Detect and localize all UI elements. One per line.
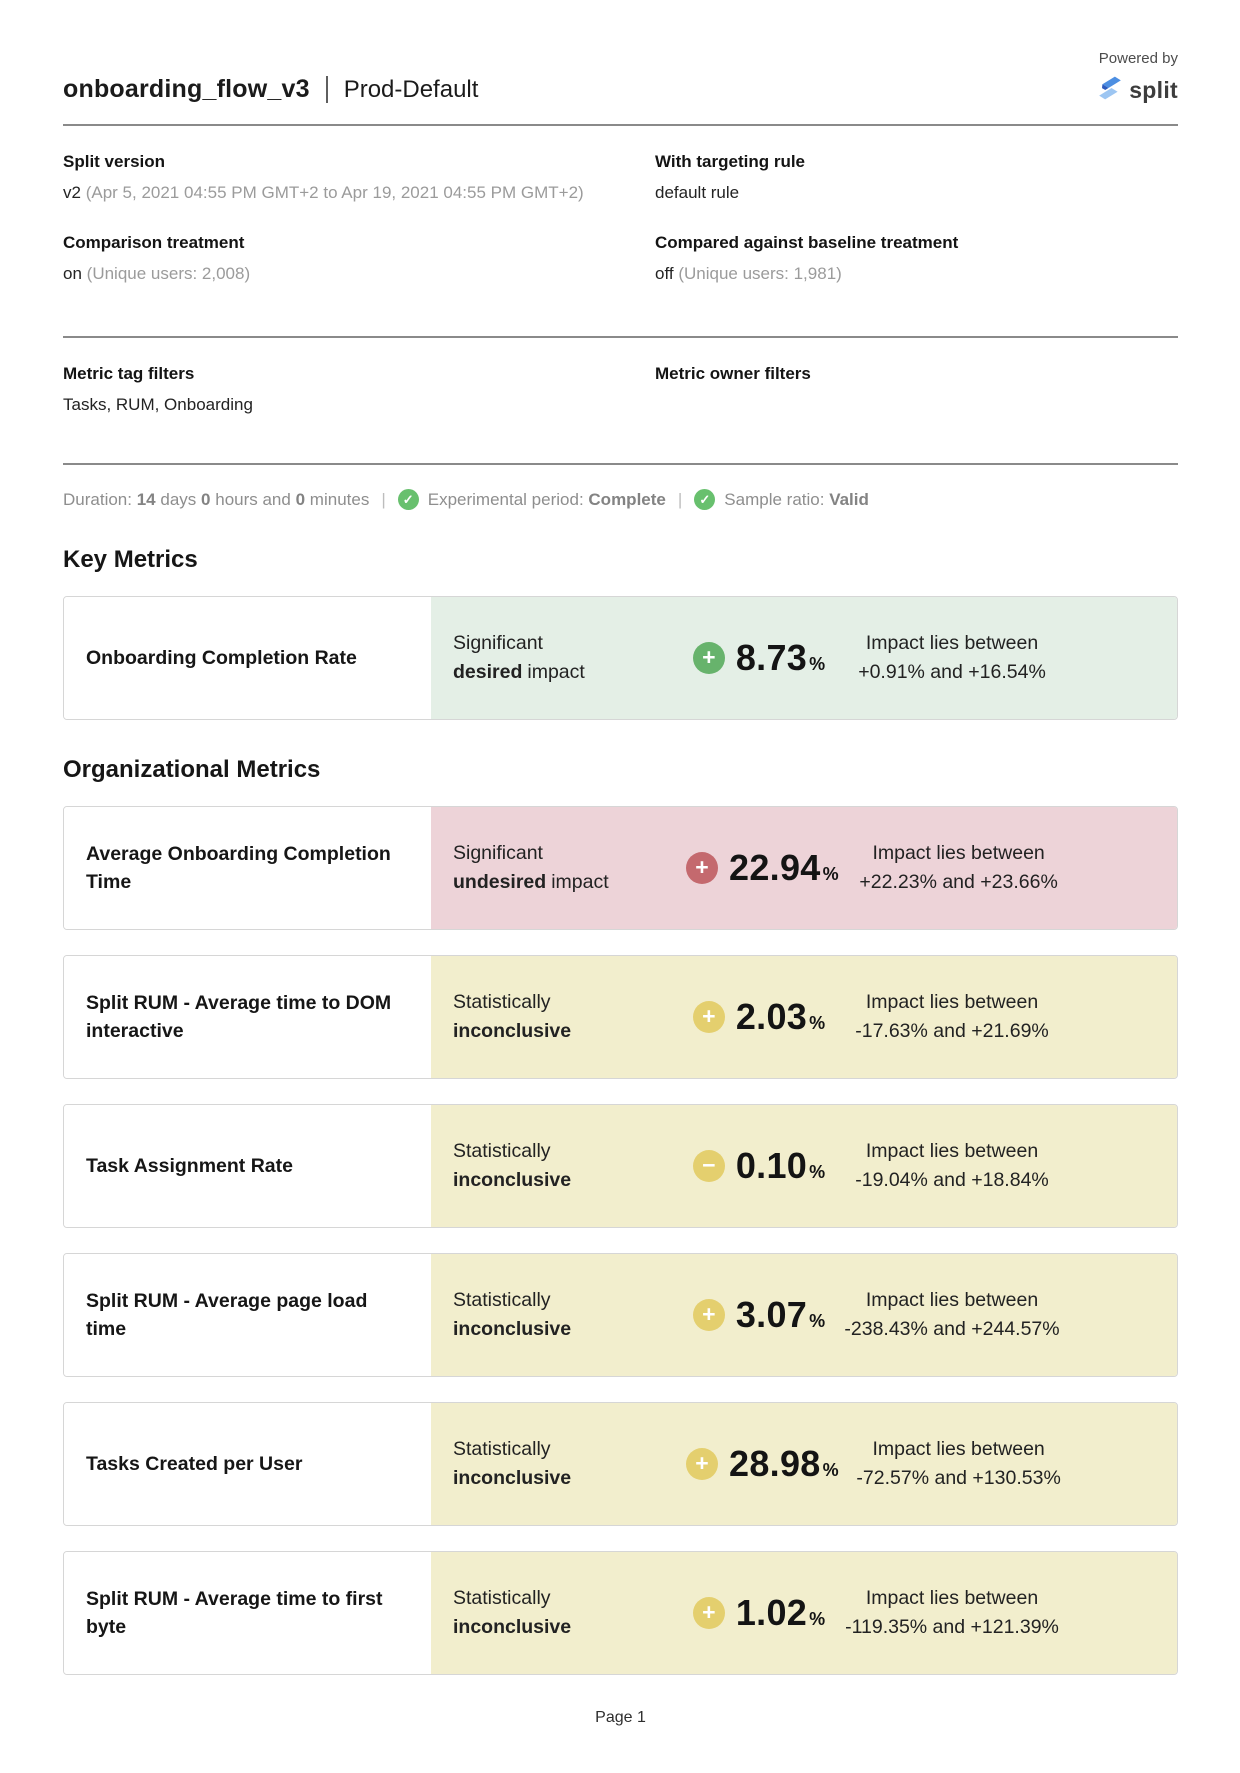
impact-sign-icon: − <box>693 1150 725 1182</box>
impact-sign-icon: + <box>693 1597 725 1629</box>
metric-impact-value: + 3.07 % <box>686 1294 832 1336</box>
metric-name: Average Onboarding Completion Time <box>64 807 431 929</box>
meta-tag-filters: Metric tag filters Tasks, RUM, Onboarding <box>63 364 253 414</box>
meta-owner-filters: Metric owner filters <box>655 364 811 383</box>
impact-range: Impact lies between -17.63% and +21.69% <box>855 990 1049 1042</box>
metric-card <box>63 1551 1178 1675</box>
metric-significance: Statistically inconclusive <box>453 1437 572 1489</box>
duration-status: Duration: 14 days 0 hours and 0 minutes <box>63 489 370 509</box>
organizational-metrics-heading: Organizational Metrics <box>63 756 321 783</box>
metric-name: Split RUM - Average page load time <box>64 1254 431 1376</box>
impact-sign-icon: + <box>693 1299 725 1331</box>
brand-wordmark: split <box>1129 77 1178 103</box>
meta-targeting-rule: With targeting rule default rule <box>655 152 806 202</box>
impact-range: Impact lies between +22.23% and +23.66% <box>859 841 1058 893</box>
metric-impact-value: + 2.03 % <box>686 996 832 1038</box>
impact-range: Impact lies between -238.43% and +244.57% <box>844 1288 1060 1340</box>
filters-grid <box>63 338 1178 445</box>
metric-name: Split RUM - Average time to DOM interactive <box>64 956 431 1078</box>
metric-card <box>63 955 1178 1079</box>
key-metrics-heading: Key Metrics <box>63 546 198 573</box>
metric-significance: Statistically inconclusive <box>453 1139 572 1191</box>
metric-significance: Significant desired impact <box>453 631 585 683</box>
metric-result-area <box>431 597 1177 719</box>
status-separator: | <box>381 489 386 509</box>
status-separator: | <box>677 489 683 509</box>
impact-sign-icon: + <box>686 852 718 884</box>
impact-range: Impact lies between -19.04% and +18.84% <box>855 1139 1049 1191</box>
metric-name: Split RUM - Average time to first byte <box>64 1552 431 1674</box>
metric-result-area <box>431 1552 1177 1674</box>
metric-impact-value: + 1.02 % <box>686 1592 832 1634</box>
metric-card <box>63 806 1178 930</box>
report-title-row <box>63 75 478 106</box>
powered-by-label: Powered by <box>1098 50 1178 67</box>
metric-result-area <box>431 956 1177 1078</box>
key-metrics-list <box>63 596 1178 720</box>
organizational-metrics-list <box>63 806 1178 1675</box>
sample-ratio-status: ✓ Sample ratio: Valid <box>694 489 869 510</box>
status-bar <box>63 465 1178 510</box>
metric-significance: Statistically inconclusive <box>453 990 572 1042</box>
brand-row <box>1097 75 1178 106</box>
experimental-period-status: ✓ Experimental period: Complete <box>398 489 666 510</box>
impact-sign-icon: + <box>693 642 725 674</box>
meta-grid <box>63 126 1178 318</box>
title-divider <box>326 76 328 103</box>
metric-card <box>63 1402 1178 1526</box>
powered-by-block <box>1097 50 1178 106</box>
metric-name: Task Assignment Rate <box>64 1105 431 1227</box>
impact-sign-icon: + <box>693 1001 725 1033</box>
metric-result-area <box>431 807 1178 929</box>
impact-range: Impact lies between -72.57% and +130.53% <box>856 1437 1061 1489</box>
metric-significance: Significant undesired impact <box>453 841 609 893</box>
metric-name: Onboarding Completion Rate <box>64 597 431 719</box>
metric-card <box>63 1253 1178 1377</box>
metric-impact-value: + 22.94 % <box>686 847 839 889</box>
environment-name: Prod-Default <box>343 75 479 103</box>
metric-significance: Statistically inconclusive <box>453 1586 572 1638</box>
metric-card <box>63 1104 1178 1228</box>
metric-impact-value: + 8.73 % <box>686 637 832 679</box>
check-icon: ✓ <box>694 489 715 510</box>
impact-range: Impact lies between -119.35% and +121.39% <box>845 1586 1059 1638</box>
metric-impact-value: + 28.98 % <box>686 1443 839 1485</box>
impact-sign-icon: + <box>686 1448 718 1480</box>
split-logo-icon <box>1097 75 1123 106</box>
page-number: Page 1 <box>595 1709 646 1726</box>
split-name: onboarding_flow_v3 <box>63 75 310 103</box>
meta-baseline-treatment: Compared against baseline treatment off (Unique users: 1,981) <box>655 233 959 283</box>
check-icon: ✓ <box>398 489 419 510</box>
meta-comparison-treatment: Comparison treatment on (Unique users: 2,008) <box>63 233 251 283</box>
metric-result-area <box>431 1105 1177 1227</box>
metric-result-area <box>431 1254 1177 1376</box>
meta-split-version: Split version v2 (Apr 5, 2021 04:55 PM GMT+2 to Apr 19, 2021 04:55 PM GMT+2) <box>63 152 584 202</box>
impact-range: Impact lies between +0.91% and +16.54% <box>858 631 1046 683</box>
metric-significance: Statistically inconclusive <box>453 1288 572 1340</box>
metric-name: Tasks Created per User <box>64 1403 431 1525</box>
metric-result-area <box>431 1403 1178 1525</box>
report-header <box>63 50 1178 106</box>
metric-card <box>63 596 1178 720</box>
metric-impact-value: − 0.10 % <box>686 1145 832 1187</box>
